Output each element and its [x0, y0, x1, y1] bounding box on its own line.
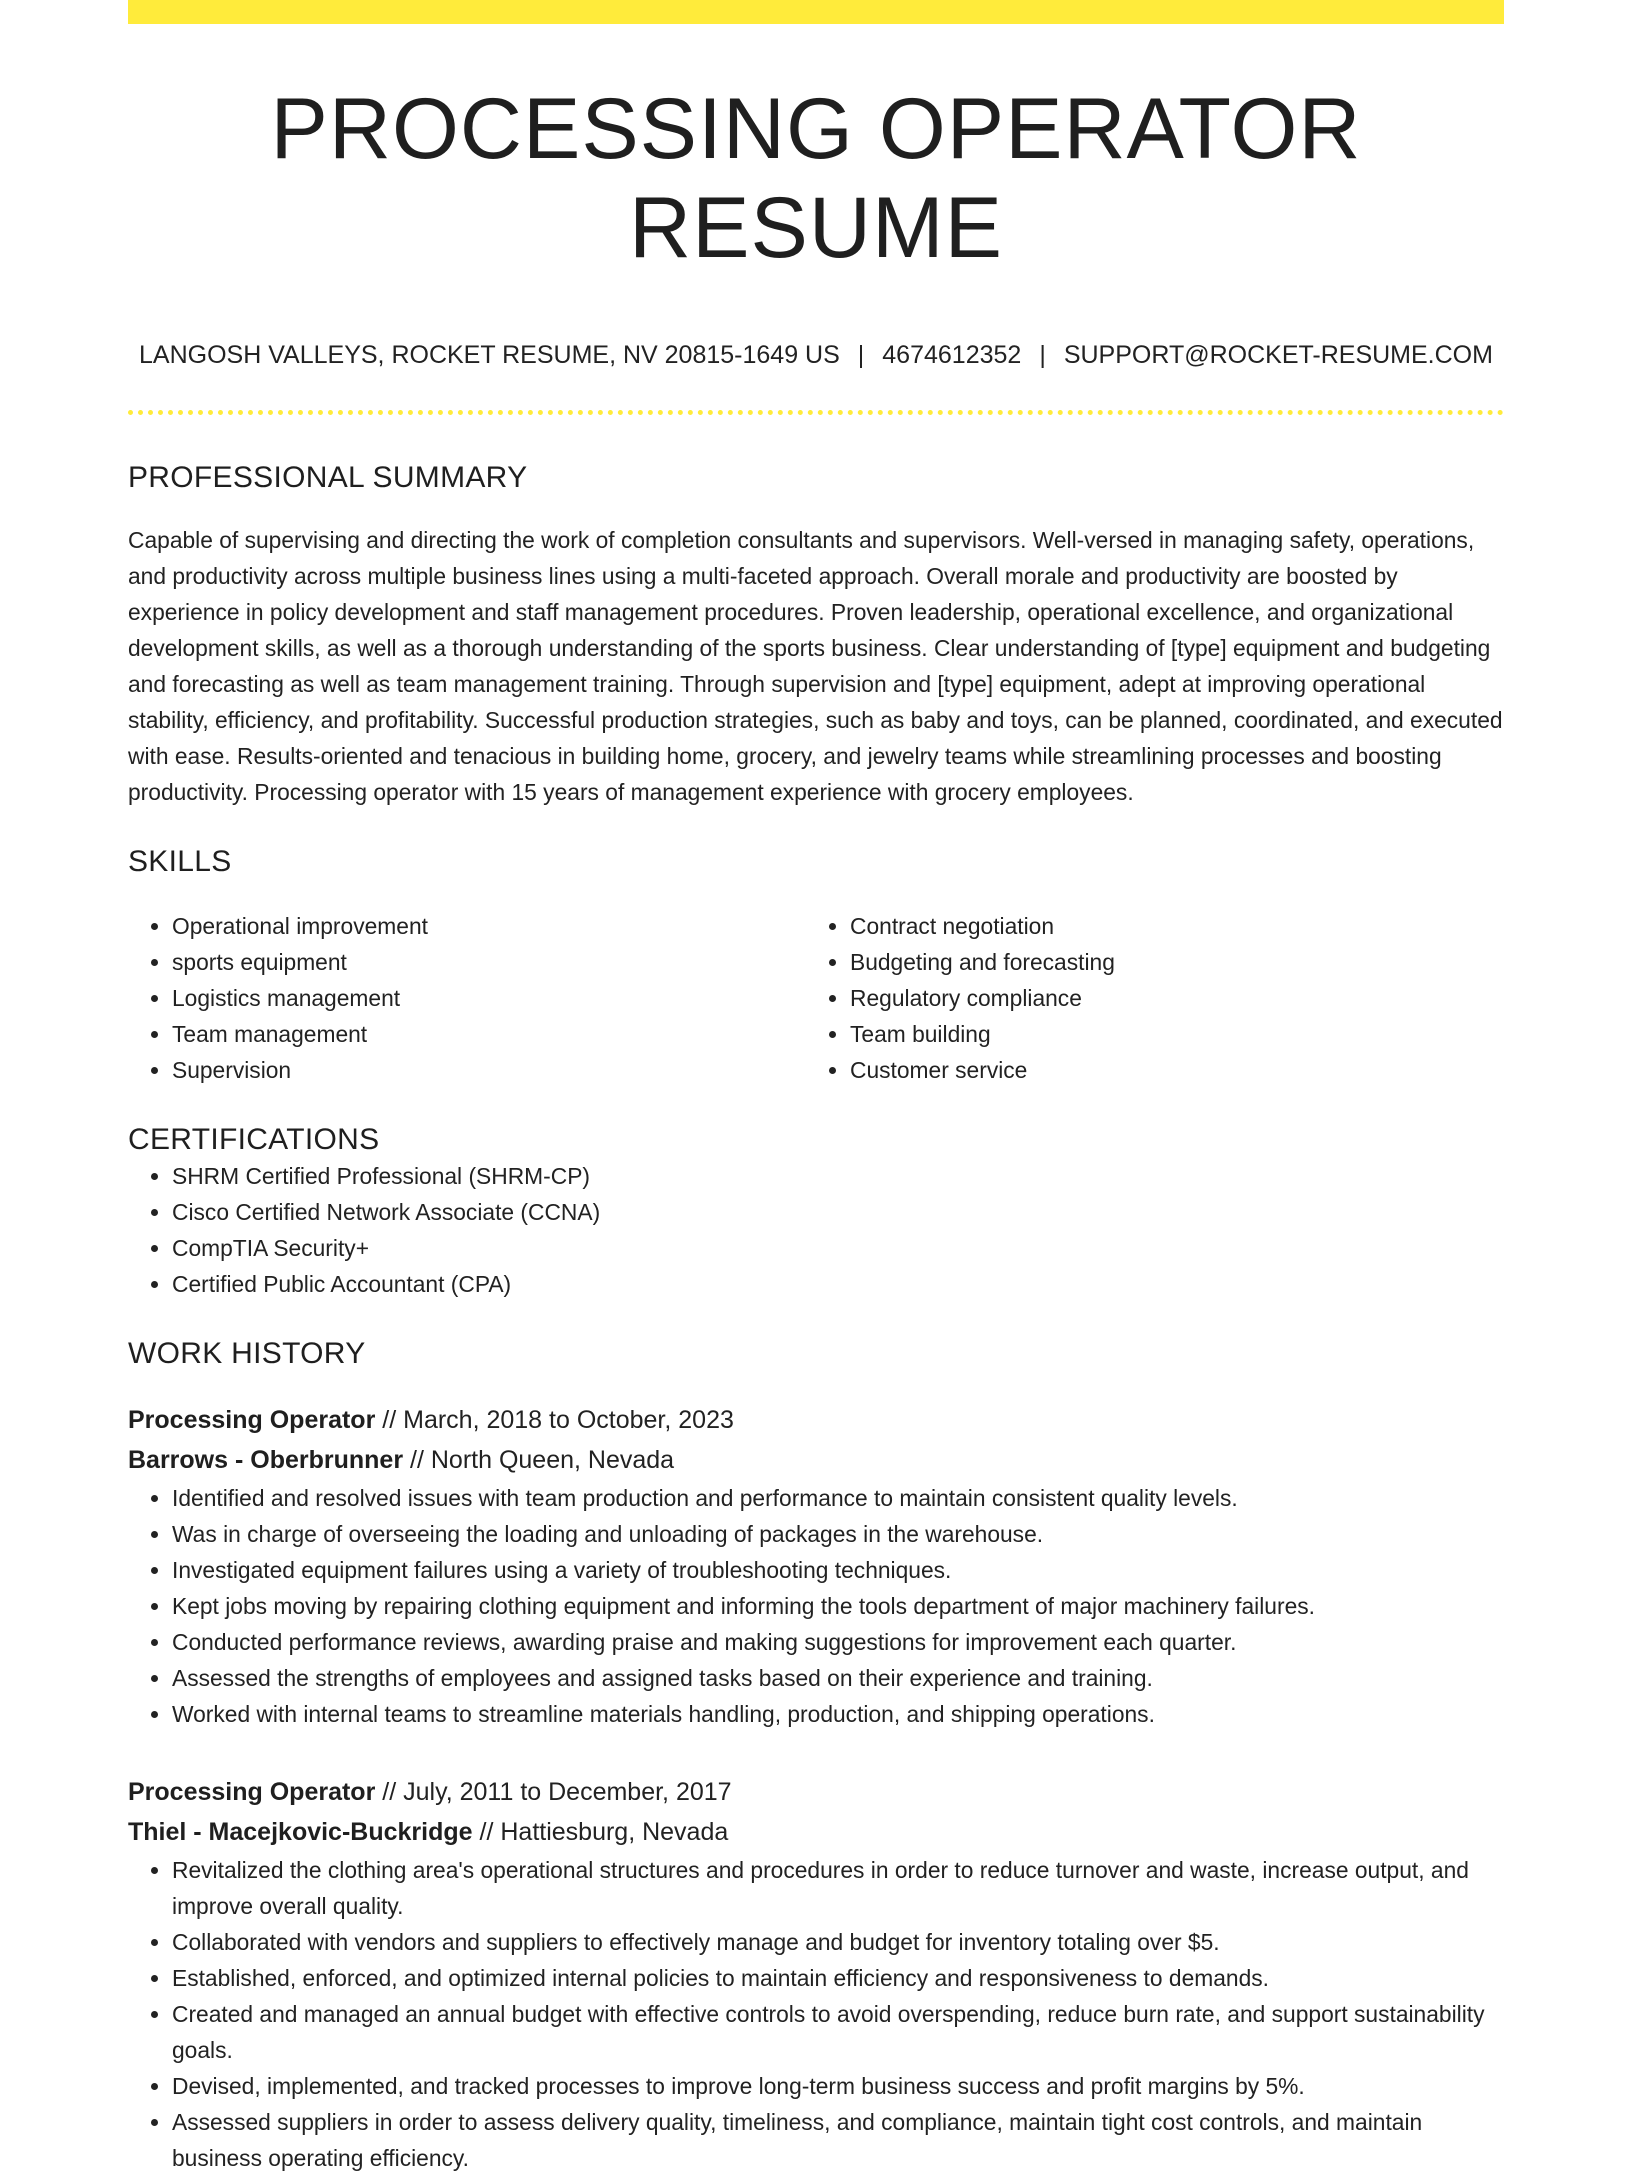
job-bullet: • Revitalized the clothing area's operational structures and procedures in order to reduce turnover and waste, increase output, and improve overall quality.	[172, 1852, 1504, 1924]
skill-item: • Supervision	[172, 1052, 806, 1088]
certifications-section	[128, 1122, 1504, 1302]
resume-page	[128, 0, 1504, 2176]
job-bullet: • Assessed suppliers in order to assess delivery quality, timeliness, and compliance, maintain tight cost controls, and maintain business operating efficiency.	[172, 2104, 1504, 2176]
summary-section	[128, 460, 1504, 810]
contact-separator: |	[857, 340, 865, 369]
job-entry	[128, 1400, 1504, 1732]
skill-item: • Logistics management	[172, 980, 806, 1016]
job-bullet: • Investigated equipment failures using a variety of troubleshooting techniques.	[172, 1552, 1504, 1588]
job-dates: March, 2018 to October, 2023	[403, 1405, 734, 1434]
job-company: Barrows - Oberbrunner	[128, 1445, 404, 1474]
job-bullet: • Conducted performance reviews, awarding praise and making suggestions for improvement each quarter.	[172, 1624, 1504, 1660]
skills-list-left	[128, 908, 806, 1088]
job-company-line	[128, 1440, 1504, 1480]
skills-list-right	[806, 908, 1484, 1088]
contact-address: LANGOSH VALLEYS, ROCKET RESUME, NV 20815-1649 US	[139, 340, 840, 369]
job-bullet: • Devised, implemented, and tracked processes to improve long-term business success and profit margins by 5%.	[172, 2068, 1504, 2104]
skill-item: • Team building	[850, 1016, 1484, 1052]
job-bullet: • Created and managed an annual budget with effective controls to avoid overspending, reduce burn rate, and support sustainability goals.	[172, 1996, 1504, 2068]
page-title: PROCESSING OPERATOR RESUME	[270, 81, 1362, 276]
job-divider: //	[382, 1777, 397, 1806]
certification-item: • Cisco Certified Network Associate (CCNA)	[172, 1194, 1504, 1230]
job-bullet: • Identified and resolved issues with team production and performance to maintain consistent quality levels.	[172, 1480, 1504, 1516]
work-history-section	[128, 1336, 1504, 2176]
job-entry	[128, 1772, 1504, 2176]
skills-section	[128, 844, 1504, 1088]
job-title: Processing Operator	[128, 1405, 376, 1434]
contact-phone: 4674612352	[882, 340, 1022, 369]
certification-item: • Certified Public Accountant (CPA)	[172, 1266, 1504, 1302]
job-bullet-list	[128, 1852, 1504, 2176]
skill-item: • Customer service	[850, 1052, 1484, 1088]
job-dates: July, 2011 to December, 2017	[403, 1777, 732, 1806]
job-company: Thiel - Macejkovic-Buckridge	[128, 1817, 473, 1846]
job-location: North Queen, Nevada	[430, 1445, 675, 1474]
skill-item: • Budgeting and forecasting	[850, 944, 1484, 980]
job-bullet: • Worked with internal teams to streamline materials handling, production, and shipping operations.	[172, 1696, 1504, 1732]
certification-item: • SHRM Certified Professional (SHRM-CP)	[172, 1158, 1504, 1194]
job-bullet: • Kept jobs moving by repairing clothing equipment and informing the tools department of major machinery failures.	[172, 1588, 1504, 1624]
job-location: Hattiesburg, Nevada	[500, 1817, 729, 1846]
summary-text: Capable of supervising and directing the work of completion consultants and supervisors. Well-versed in managing safety, operations, and productivity across multiple business lines using a multi-faceted approach. Overall morale and productivity are boosted by experience in policy development and staff management procedures. Proven leadership, operational excellence, and organizational development skills, as well as a thorough understanding of the sports business. Clear understanding of [type] equipment and budgeting and forecasting as well as team management training. Through supervision and [type] equipment, adept at improving operational stability, efficiency, and profitability. Successful production strategies, such as baby and toys, can be planned, coordinated, and executed with ease. Results-oriented and tenacious in building home, grocery, and jewelry teams while streamlining processes and boosting productivity. Processing operator with 15 years of management experience with grocery employees.	[128, 526, 1503, 805]
job-title-line	[128, 1772, 1504, 1812]
certifications-heading: CERTIFICATIONS	[128, 1122, 380, 1156]
skills-column-right	[806, 908, 1484, 1088]
job-divider: //	[410, 1445, 424, 1474]
skill-item: • sports equipment	[172, 944, 806, 980]
job-bullet: • Established, enforced, and optimized internal policies to maintain efficiency and responsiveness to demands.	[172, 1960, 1504, 1996]
certification-item: • CompTIA Security+	[172, 1230, 1504, 1266]
job-bullet: • Assessed the strengths of employees and assigned tasks based on their experience and training.	[172, 1660, 1504, 1696]
header-divider	[128, 410, 1504, 415]
skill-item: • Operational improvement	[172, 908, 806, 944]
job-company-line	[128, 1812, 1504, 1852]
skills-column-left	[128, 908, 806, 1088]
skills-heading: SKILLS	[128, 844, 232, 878]
work-history-heading: WORK HISTORY	[128, 1336, 366, 1370]
contact-separator: |	[1039, 340, 1046, 369]
contact-line	[128, 340, 1504, 370]
job-bullet: • Collaborated with vendors and suppliers to effectively manage and budget for inventory totaling over $5.	[172, 1924, 1504, 1960]
job-title: Processing Operator	[128, 1777, 376, 1806]
top-accent-bar	[128, 0, 1504, 24]
skill-item: • Regulatory compliance	[850, 980, 1484, 1016]
contact-email: SUPPORT@ROCKET-RESUME.COM	[1063, 340, 1493, 369]
skill-item: • Contract negotiation	[850, 908, 1484, 944]
skill-item: • Team management	[172, 1016, 806, 1052]
job-divider: //	[382, 1405, 397, 1434]
job-divider: //	[479, 1817, 494, 1846]
job-bullet-list	[128, 1480, 1504, 1732]
summary-heading: PROFESSIONAL SUMMARY	[128, 460, 528, 494]
job-title-line	[128, 1400, 1504, 1440]
job-bullet: • Was in charge of overseeing the loading and unloading of packages in the warehouse.	[172, 1516, 1504, 1552]
certifications-list	[128, 1158, 1504, 1302]
skills-grid	[128, 908, 1504, 1088]
